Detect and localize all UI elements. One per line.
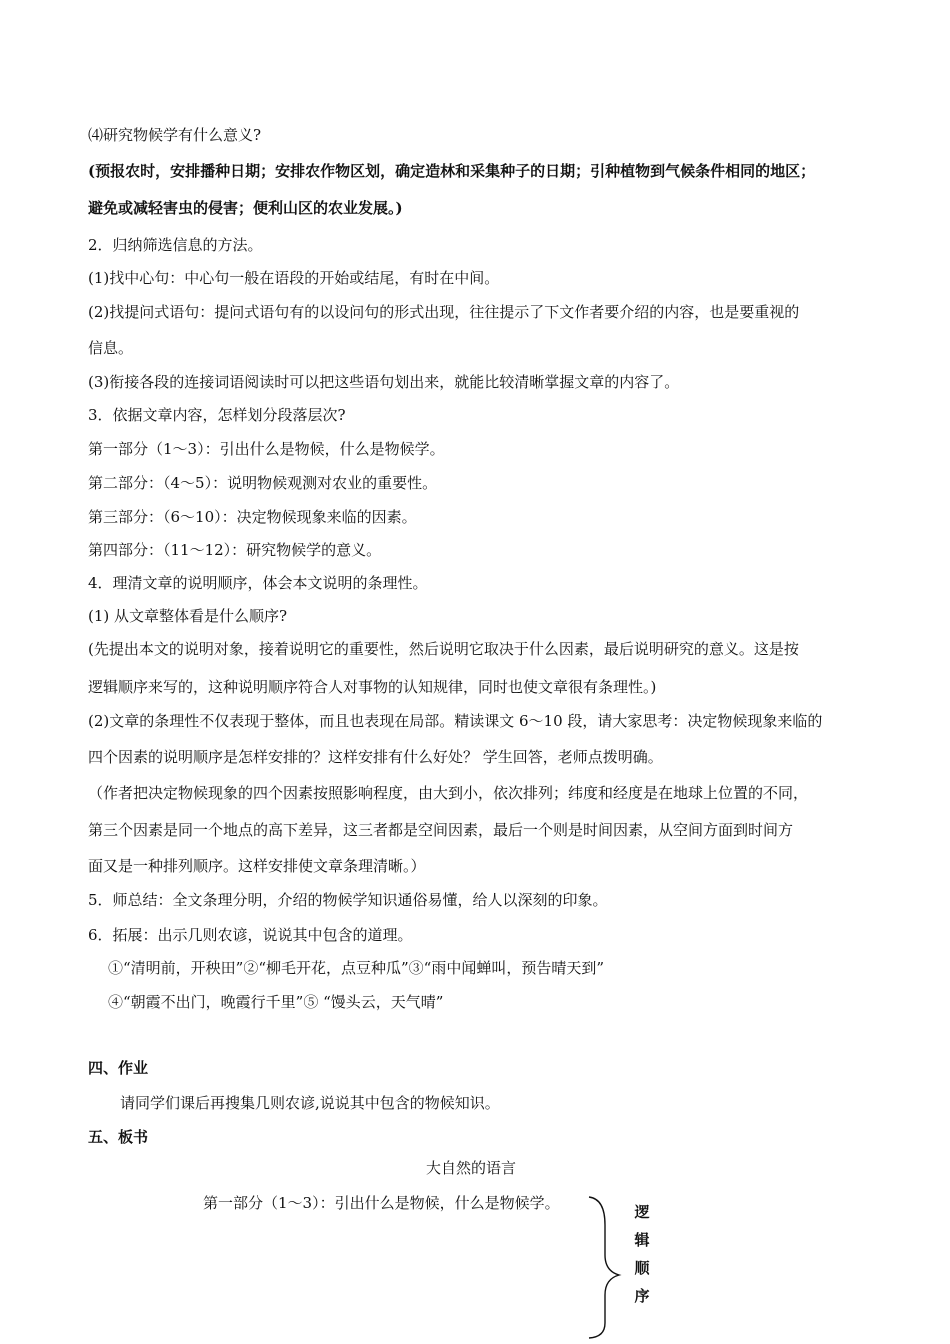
proverbs-line-1: ①“清明前，开秧田”②“柳毛开花，点豆种瓜”③“雨中闻蝉叫，预告晴天到” bbox=[108, 959, 605, 977]
board-title: 大自然的语言 bbox=[426, 1159, 517, 1177]
item-4-question-1: (1) 从文章整体看是什么顺序? bbox=[88, 607, 288, 625]
label-char-3: 顺 bbox=[634, 1259, 650, 1277]
section-4-body: 请同学们课后再搜集几则农谚,说说其中包含的物候知识。 bbox=[120, 1094, 500, 1112]
part-4: 第四部分：（11～12）：研究物候学的意义。 bbox=[88, 541, 382, 559]
label-char-2: 辑 bbox=[634, 1231, 650, 1249]
item-4-answer-2-line-3: 面又是一种排列顺序。这样安排使文章条理清晰。） bbox=[88, 857, 426, 875]
part-1: 第一部分（1～3）：引出什么是物候，什么是物候学。 bbox=[88, 440, 445, 458]
item-4-answer-1-line-2: 逻辑顺序来写的，这种说明顺序符合人对事物的认知规律，同时也使文章很有条理性。) bbox=[88, 678, 657, 696]
answer-4-line-1: (预报农时，安排播种日期；安排农作物区划，确定造林和采集种子的日期；引种植物到气候条件相同的地区； bbox=[88, 162, 816, 180]
item-4-heading: 4．理清文章的说明顺序，体会本文说明的条理性。 bbox=[88, 574, 428, 592]
item-5: 5．师总结：全文条理分明，介绍的物候学知识通俗易懂，给人以深刻的印象。 bbox=[88, 891, 608, 909]
item-4-answer-2-line-1: （作者把决定物候现象的四个因素按照影响程度，由大到小，依次排列；纬度和经度是在地球上位置的不同， bbox=[88, 784, 809, 802]
item-3-heading: 3．依据文章内容，怎样划分段落层次? bbox=[88, 406, 346, 424]
item-4-question-2-line-2: 四个因素的说明顺序是怎样安排的？这样安排有什么好处？ 学生回答，老师点拨明确。 bbox=[88, 748, 663, 766]
label-char-1: 逻 bbox=[634, 1203, 650, 1221]
section-5-heading: 五、板书 bbox=[88, 1128, 149, 1146]
item-2-heading: 2．归纳筛选信息的方法。 bbox=[88, 236, 263, 254]
curly-brace-icon bbox=[585, 1195, 625, 1340]
board-line-1: 第一部分（1～3）：引出什么是物候，什么是物候学。 bbox=[203, 1194, 560, 1212]
proverbs-line-2: ④“朝霞不出门，晚霞行千里”⑤ “馒头云，天气晴” bbox=[108, 993, 444, 1011]
item-4-answer-1-line-1: (先提出本文的说明对象，接着说明它的重要性，然后说明它取决于什么因素，最后说明研究的意义。这是按 bbox=[88, 640, 799, 658]
part-2: 第二部分：（4～5）：说明物候观测对农业的重要性。 bbox=[88, 474, 438, 492]
method-2-line-1: (2)找提问式语句：提问式语句有的以设问句的形式出现，往往提示了下文作者要介绍的内容，也是要重视的 bbox=[88, 303, 800, 321]
method-1: (1)找中心句：中心句一般在语段的开始或结尾，有时在中间。 bbox=[88, 269, 500, 287]
method-2-line-2: 信息。 bbox=[88, 339, 134, 357]
item-4-answer-2-line-2: 第三个因素是同一个地点的高下差异，这三者都是空间因素，最后一个则是时间因素，从空间方面到时间方 bbox=[88, 821, 794, 839]
part-3: 第三部分：（6～10）：决定物候现象来临的因素。 bbox=[88, 508, 417, 526]
section-4-heading: 四、作业 bbox=[88, 1059, 149, 1077]
label-char-4: 序 bbox=[634, 1287, 650, 1305]
answer-4-line-2: 避免或减轻害虫的侵害；便利山区的农业发展。) bbox=[88, 199, 403, 217]
item-4-question-2-line-1: (2)文章的条理性不仅表现于整体，而且也表现在局部。精读课文 6～10 段，请大家思考：决定物候现象来临的 bbox=[88, 712, 823, 730]
item-6: 6．拓展：出示几则农谚，说说其中包含的道理。 bbox=[88, 926, 413, 944]
question-4: ⑷研究物候学有什么意义? bbox=[88, 126, 262, 144]
logic-order-label bbox=[630, 1198, 654, 1310]
method-3: (3)衔接各段的连接词语阅读时可以把这些语句划出来，就能比较清晰掌握文章的内容了。 bbox=[88, 373, 680, 391]
